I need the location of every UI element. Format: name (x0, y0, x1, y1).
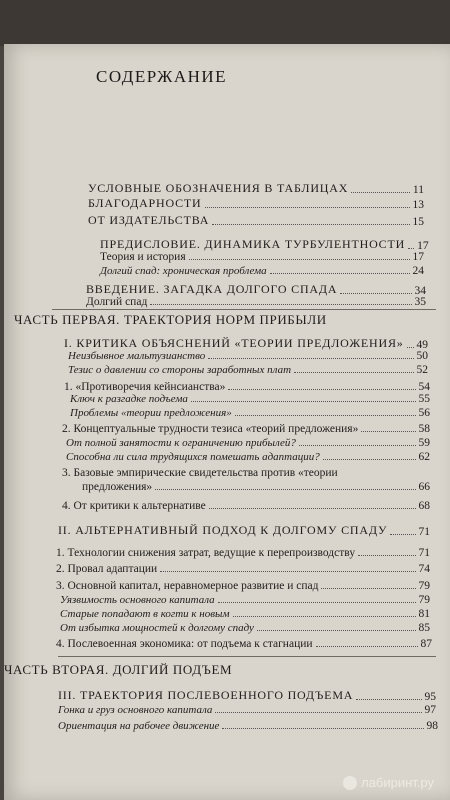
toc-entry (62, 500, 430, 512)
toc-entry (86, 282, 426, 297)
toc-entry (82, 481, 430, 493)
toc-entry (100, 251, 424, 263)
toc-entry (58, 688, 436, 703)
toc-dot-leader (205, 207, 410, 208)
toc-entry-title: 1. Технологии снижения затрат, ведущие к перепроизводству (56, 547, 356, 559)
toc-entry-title: 2. Провал адаптации (56, 563, 158, 575)
toc-entry (56, 547, 430, 559)
toc-dot-leader (390, 534, 415, 535)
toc-page-number: 11 (412, 184, 424, 196)
toc-entry-title: Тезис о давлении со стороны заработных плат (68, 364, 292, 376)
toc-page-number: 97 (424, 704, 436, 716)
toc-entry (70, 393, 430, 405)
toc-dot-leader (408, 248, 414, 249)
toc-entry (86, 296, 426, 308)
toc-page-number: 68 (418, 500, 430, 512)
toc-entry (4, 662, 436, 678)
toc-entry-title: ЧАСТЬ ВТОРАЯ. ДОЛГИЙ ПОДЪЕМ (4, 662, 233, 677)
toc-dot-leader (189, 259, 410, 260)
toc-dot-leader (299, 445, 416, 446)
toc-page-number: 55 (418, 393, 430, 405)
toc-page-number: 71 (418, 526, 430, 538)
toc-entry-title: 4. Послевоенная экономика: от подъема к стагнации (56, 638, 313, 650)
toc-entry-title: предложения» (82, 481, 153, 493)
toc-dot-leader (218, 602, 416, 603)
toc-entry (88, 196, 424, 211)
toc-page-number: 13 (412, 199, 424, 211)
toc-dot-leader (294, 372, 413, 373)
toc-dot-leader (160, 571, 415, 572)
section-divider (52, 309, 436, 310)
toc-entry-title: ПРЕДИСЛОВИЕ. ДИНАМИКА ТУРБУЛЕНТНОСТИ (100, 237, 406, 251)
toc-dot-leader (209, 508, 416, 509)
toc-entry-title: Долгий спад: хроническая проблема (100, 265, 267, 277)
toc-entry-title: ОТ ИЗДАТЕЛЬСТВА (88, 213, 210, 227)
toc-entry-title: III. ТРАЕКТОРИЯ ПОСЛЕВОЕННОГО ПОДЪЕМА (58, 688, 354, 702)
toc-page-number: 98 (426, 720, 438, 732)
toc-entry-title: 3. Основной капитал, неравномерное развитие и спад (56, 580, 319, 592)
toc-entry (88, 213, 424, 228)
toc-dot-leader (316, 646, 418, 647)
toc-page-number: 85 (418, 622, 430, 634)
toc-page-number: 15 (412, 216, 424, 228)
toc-dot-leader (155, 489, 415, 490)
toc-page-number: 17 (412, 251, 424, 263)
toc-entry (68, 364, 428, 376)
toc-entry (62, 467, 430, 479)
watermark (343, 775, 434, 790)
toc-page-number: 24 (412, 265, 424, 277)
toc-entry (60, 608, 430, 620)
toc-entry (58, 523, 430, 538)
labirint-logo-icon (343, 776, 357, 790)
toc-entry-title: БЛАГОДАРНОСТИ (88, 196, 202, 210)
toc-entry (14, 312, 426, 328)
section-divider (58, 656, 436, 657)
toc-dot-leader (215, 712, 421, 713)
toc-page-number: 50 (416, 350, 428, 362)
toc-entry (100, 265, 424, 277)
toc-entry (64, 336, 428, 351)
toc-page-number: 17 (417, 240, 429, 252)
toc-page-number: 81 (418, 608, 430, 620)
toc-entry (100, 237, 429, 252)
toc-dot-leader (235, 415, 416, 416)
toc-dot-leader (356, 699, 421, 700)
toc-dot-leader (270, 273, 410, 274)
toc-page-number: 71 (418, 547, 430, 559)
toc-entry-title: Долгий спад (86, 296, 148, 308)
toc-page-number: 54 (418, 381, 430, 393)
toc-entry (68, 350, 428, 362)
book-edge-shadow (0, 0, 450, 46)
toc-page-number: 58 (418, 423, 430, 435)
toc-entry (58, 720, 438, 732)
toc-dot-leader (191, 401, 416, 402)
toc-dot-leader (222, 728, 423, 729)
toc-page-number: 87 (420, 638, 432, 650)
toc-entry (70, 407, 430, 419)
toc-entry-title: Ключ к разгадке подъема (70, 393, 188, 405)
toc-entry (56, 580, 430, 592)
toc-entry-title: II. АЛЬТЕРНАТИВНЫЙ ПОДХОД К ДОЛГОМУ СПАДУ (58, 523, 388, 537)
toc-entry-title: 1. «Противоречия кейнсианства» (64, 381, 226, 393)
toc-entry (58, 704, 436, 716)
toc-dot-leader (212, 224, 409, 225)
toc-page-number: 79 (418, 580, 430, 592)
toc-page-number: 66 (418, 481, 430, 493)
toc-entry-title: 2. Концептуальные трудности тезиса «теорий предложения» (62, 423, 359, 435)
toc-dot-leader (233, 616, 416, 617)
toc-page-number: 34 (414, 285, 426, 297)
toc-page-number: 59 (418, 437, 430, 449)
toc-entry-title: Неизбывное мальтузианство (68, 350, 206, 362)
toc-entry-title: I. КРИТИКА ОБЪЯСНЕНИЙ «ТЕОРИИ ПРЕДЛОЖЕНИЯ» (64, 336, 404, 350)
toc-entry (56, 563, 430, 575)
toc-entry-title: Уязвимость основного капитала (60, 594, 215, 606)
toc-entry (64, 381, 430, 393)
toc-entry-title: От полной занятости к ограничению прибылей? (66, 437, 296, 449)
toc-dot-leader (351, 192, 410, 193)
toc-entry-title: 4. От критики к альтернативе (62, 500, 206, 512)
toc-page-number: 74 (418, 563, 430, 575)
toc-entry-title: Теория и история (100, 251, 186, 263)
toc-dot-leader (358, 555, 415, 556)
toc-entry-title: Гонка и груз основного капитала (58, 704, 213, 716)
toc-entry-title: ВВЕДЕНИЕ. ЗАГАДКА ДОЛГОГО СПАДА (86, 282, 338, 296)
toc-page-number: 62 (418, 451, 430, 463)
toc-dot-leader (340, 293, 411, 294)
toc-entry (60, 622, 430, 634)
toc-entry-title: УСЛОВНЫЕ ОБОЗНАЧЕНИЯ В ТАБЛИЦАХ (88, 181, 349, 195)
toc-dot-leader (361, 431, 415, 432)
toc-entry-title: ЧАСТЬ ПЕРВАЯ. ТРАЕКТОРИЯ НОРМ ПРИБЫЛИ (14, 312, 327, 327)
toc-page-number: 95 (424, 691, 436, 703)
toc-dot-leader (208, 358, 413, 359)
toc-dot-leader (228, 389, 415, 390)
page-title: СОДЕРЖАНИЕ (96, 67, 228, 86)
toc-dot-leader (150, 304, 411, 305)
toc-dot-leader (407, 347, 414, 348)
toc-entry (88, 181, 424, 196)
toc-entry (56, 638, 432, 650)
toc-page-number: 56 (418, 407, 430, 419)
toc-entry-title: От избытка мощностей к долгому спаду (60, 622, 254, 634)
toc-dot-leader (257, 630, 416, 631)
toc-entry-title: Ориентация на рабочее движение (58, 720, 220, 732)
toc-entry-title: Проблемы «теории предложения» (70, 407, 232, 419)
toc-entry-title: Способна ли сила трудящихся помешать адаптации? (66, 451, 320, 463)
toc-entry (66, 451, 430, 463)
toc-entry-title: Старые попадают в когти к новым (60, 608, 230, 620)
toc-entry (66, 437, 430, 449)
toc-page-number: 79 (418, 594, 430, 606)
toc-dot-leader (323, 459, 416, 460)
toc-page-number: 35 (414, 296, 426, 308)
toc-page-number: 49 (416, 339, 428, 351)
watermark-text: лабиринт.ру (361, 775, 434, 790)
toc-page-number: 52 (416, 364, 428, 376)
book-page (4, 44, 450, 800)
toc-entry-title: 3. Базовые эмпирические свидетельства против «теории (62, 467, 338, 479)
toc-entry (62, 423, 430, 435)
toc-dot-leader (321, 588, 415, 589)
toc-entry (60, 594, 430, 606)
